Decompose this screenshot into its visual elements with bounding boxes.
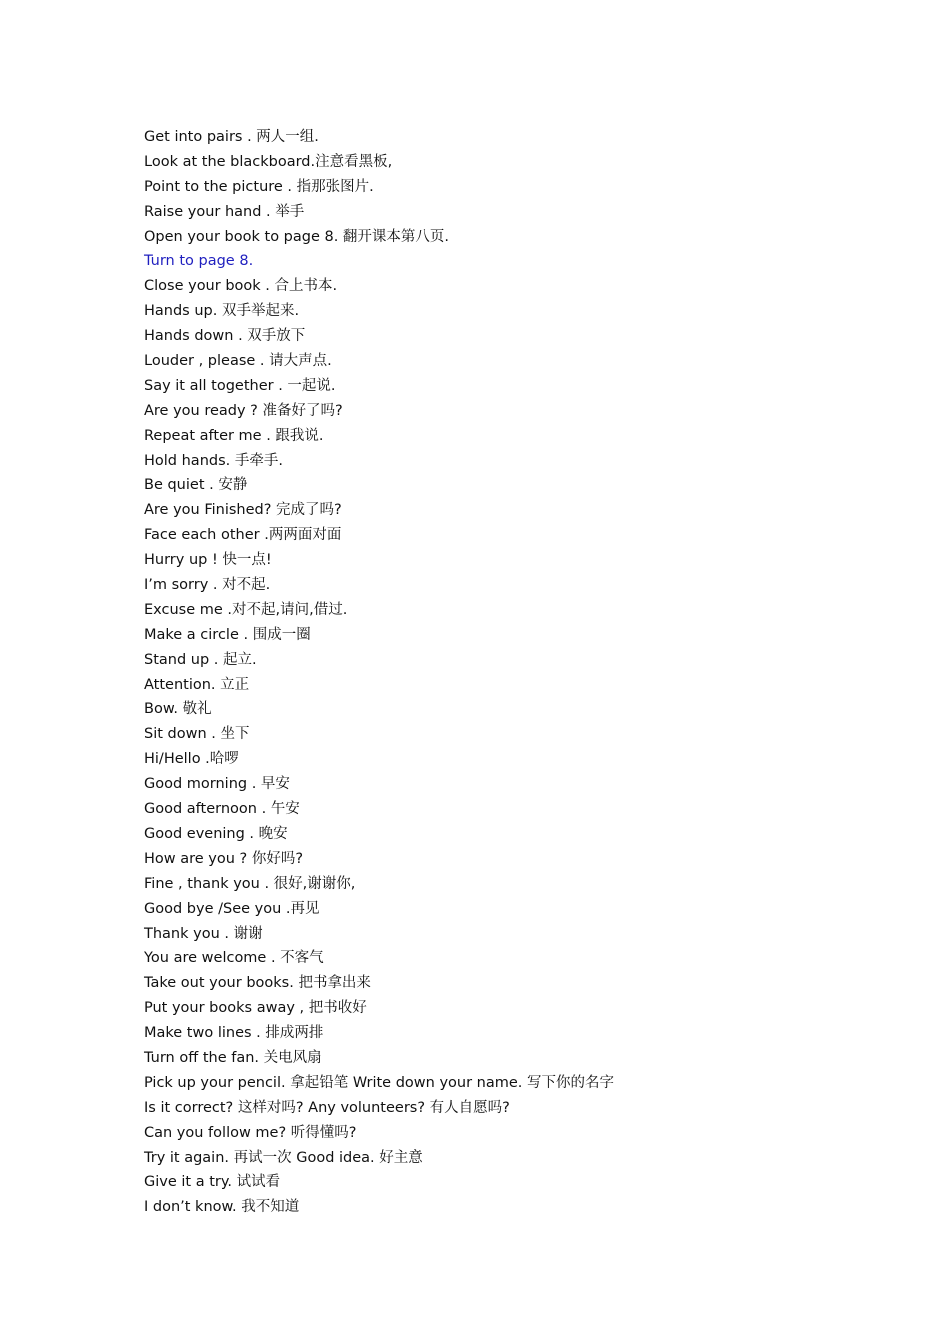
phrase-line: Sit down . 坐下 [144, 726, 250, 743]
phrase-line: Hurry up ! 快一点! [144, 552, 272, 569]
phrase-line: Hold hands. 手牵手. [144, 452, 283, 469]
phrase-line: Excuse me .对不起,请问,借过. [144, 601, 348, 618]
phrase-line: Make two lines . 排成两排 [144, 1025, 324, 1042]
phrase-line: Give it a try. 试试看 [144, 1174, 281, 1191]
phrase-line: Hands up. 双手举起来. [144, 303, 300, 320]
phrase-line: Face each other .两两面对面 [144, 527, 342, 544]
phrase-link[interactable]: Turn to page 8. [144, 253, 254, 270]
phrase-line: Take out your books. 把书拿出来 [144, 975, 371, 992]
phrase-line: Look at the blackboard.注意看黑板, [144, 153, 393, 170]
phrase-line: Try it again. 再试一次 Good idea. 好主意 [144, 1149, 423, 1166]
phrase-line: Good evening . 晚安 [144, 825, 288, 842]
phrase-line: I don’t know. 我不知道 [144, 1199, 300, 1216]
phrase-line: Point to the picture . 指那张图片. [144, 178, 374, 195]
phrase-line: Attention. 立正 [144, 676, 250, 693]
phrase-line: Is it correct? 这样对吗? Any volunteers? 有人自愿吗? [144, 1099, 510, 1116]
phrase-line: Turn off the fan. 关电风扇 [144, 1049, 322, 1066]
phrase-line: Make a circle . 围成一圈 [144, 626, 311, 643]
phrase-line: How are you ? 你好吗? [144, 850, 304, 867]
phrase-line: Bow. 敬礼 [144, 701, 212, 718]
phrase-line: You are welcome . 不客气 [144, 950, 324, 967]
phrase-line: Good bye /See you .再见 [144, 900, 320, 917]
phrase-line: Raise your hand . 举手 [144, 203, 305, 220]
phrase-line: Fine , thank you . 很好,谢谢你, [144, 875, 356, 892]
phrase-line: Hands down . 双手放下 [144, 328, 306, 345]
phrase-line: Good morning . 早安 [144, 776, 290, 793]
phrase-line: Be quiet . 安静 [144, 477, 248, 494]
phrase-line: I’m sorry . 对不起. [144, 577, 271, 594]
phrase-line: Are you Finished? 完成了吗? [144, 502, 342, 519]
phrase-line: Stand up . 起立. [144, 651, 257, 668]
phrase-line: Good afternoon . 午安 [144, 801, 300, 818]
phrase-line: Say it all together . 一起说. [144, 377, 336, 394]
phrase-line: Hi/Hello .哈啰 [144, 751, 239, 768]
phrase-line: Are you ready ? 准备好了吗? [144, 402, 343, 419]
phrase-list [144, 125, 614, 1220]
phrase-line: Open your book to page 8. 翻开课本第八页. [144, 228, 450, 245]
phrase-line: Pick up your pencil. 拿起铅笔 Write down your name. 写下你的名字 [144, 1074, 614, 1091]
phrase-line: Close your book . 合上书本. [144, 278, 338, 295]
phrase-line: Put your books away , 把书收好 [144, 1000, 367, 1017]
phrase-line: Get into pairs . 两人一组. [144, 129, 319, 145]
phrase-line: Repeat after me . 跟我说. [144, 427, 324, 444]
phrase-line: Louder , please . 请大声点. [144, 353, 332, 370]
phrase-line: Thank you . 谢谢 [144, 925, 263, 942]
phrase-line: Can you follow me? 听得懂吗? [144, 1124, 357, 1141]
